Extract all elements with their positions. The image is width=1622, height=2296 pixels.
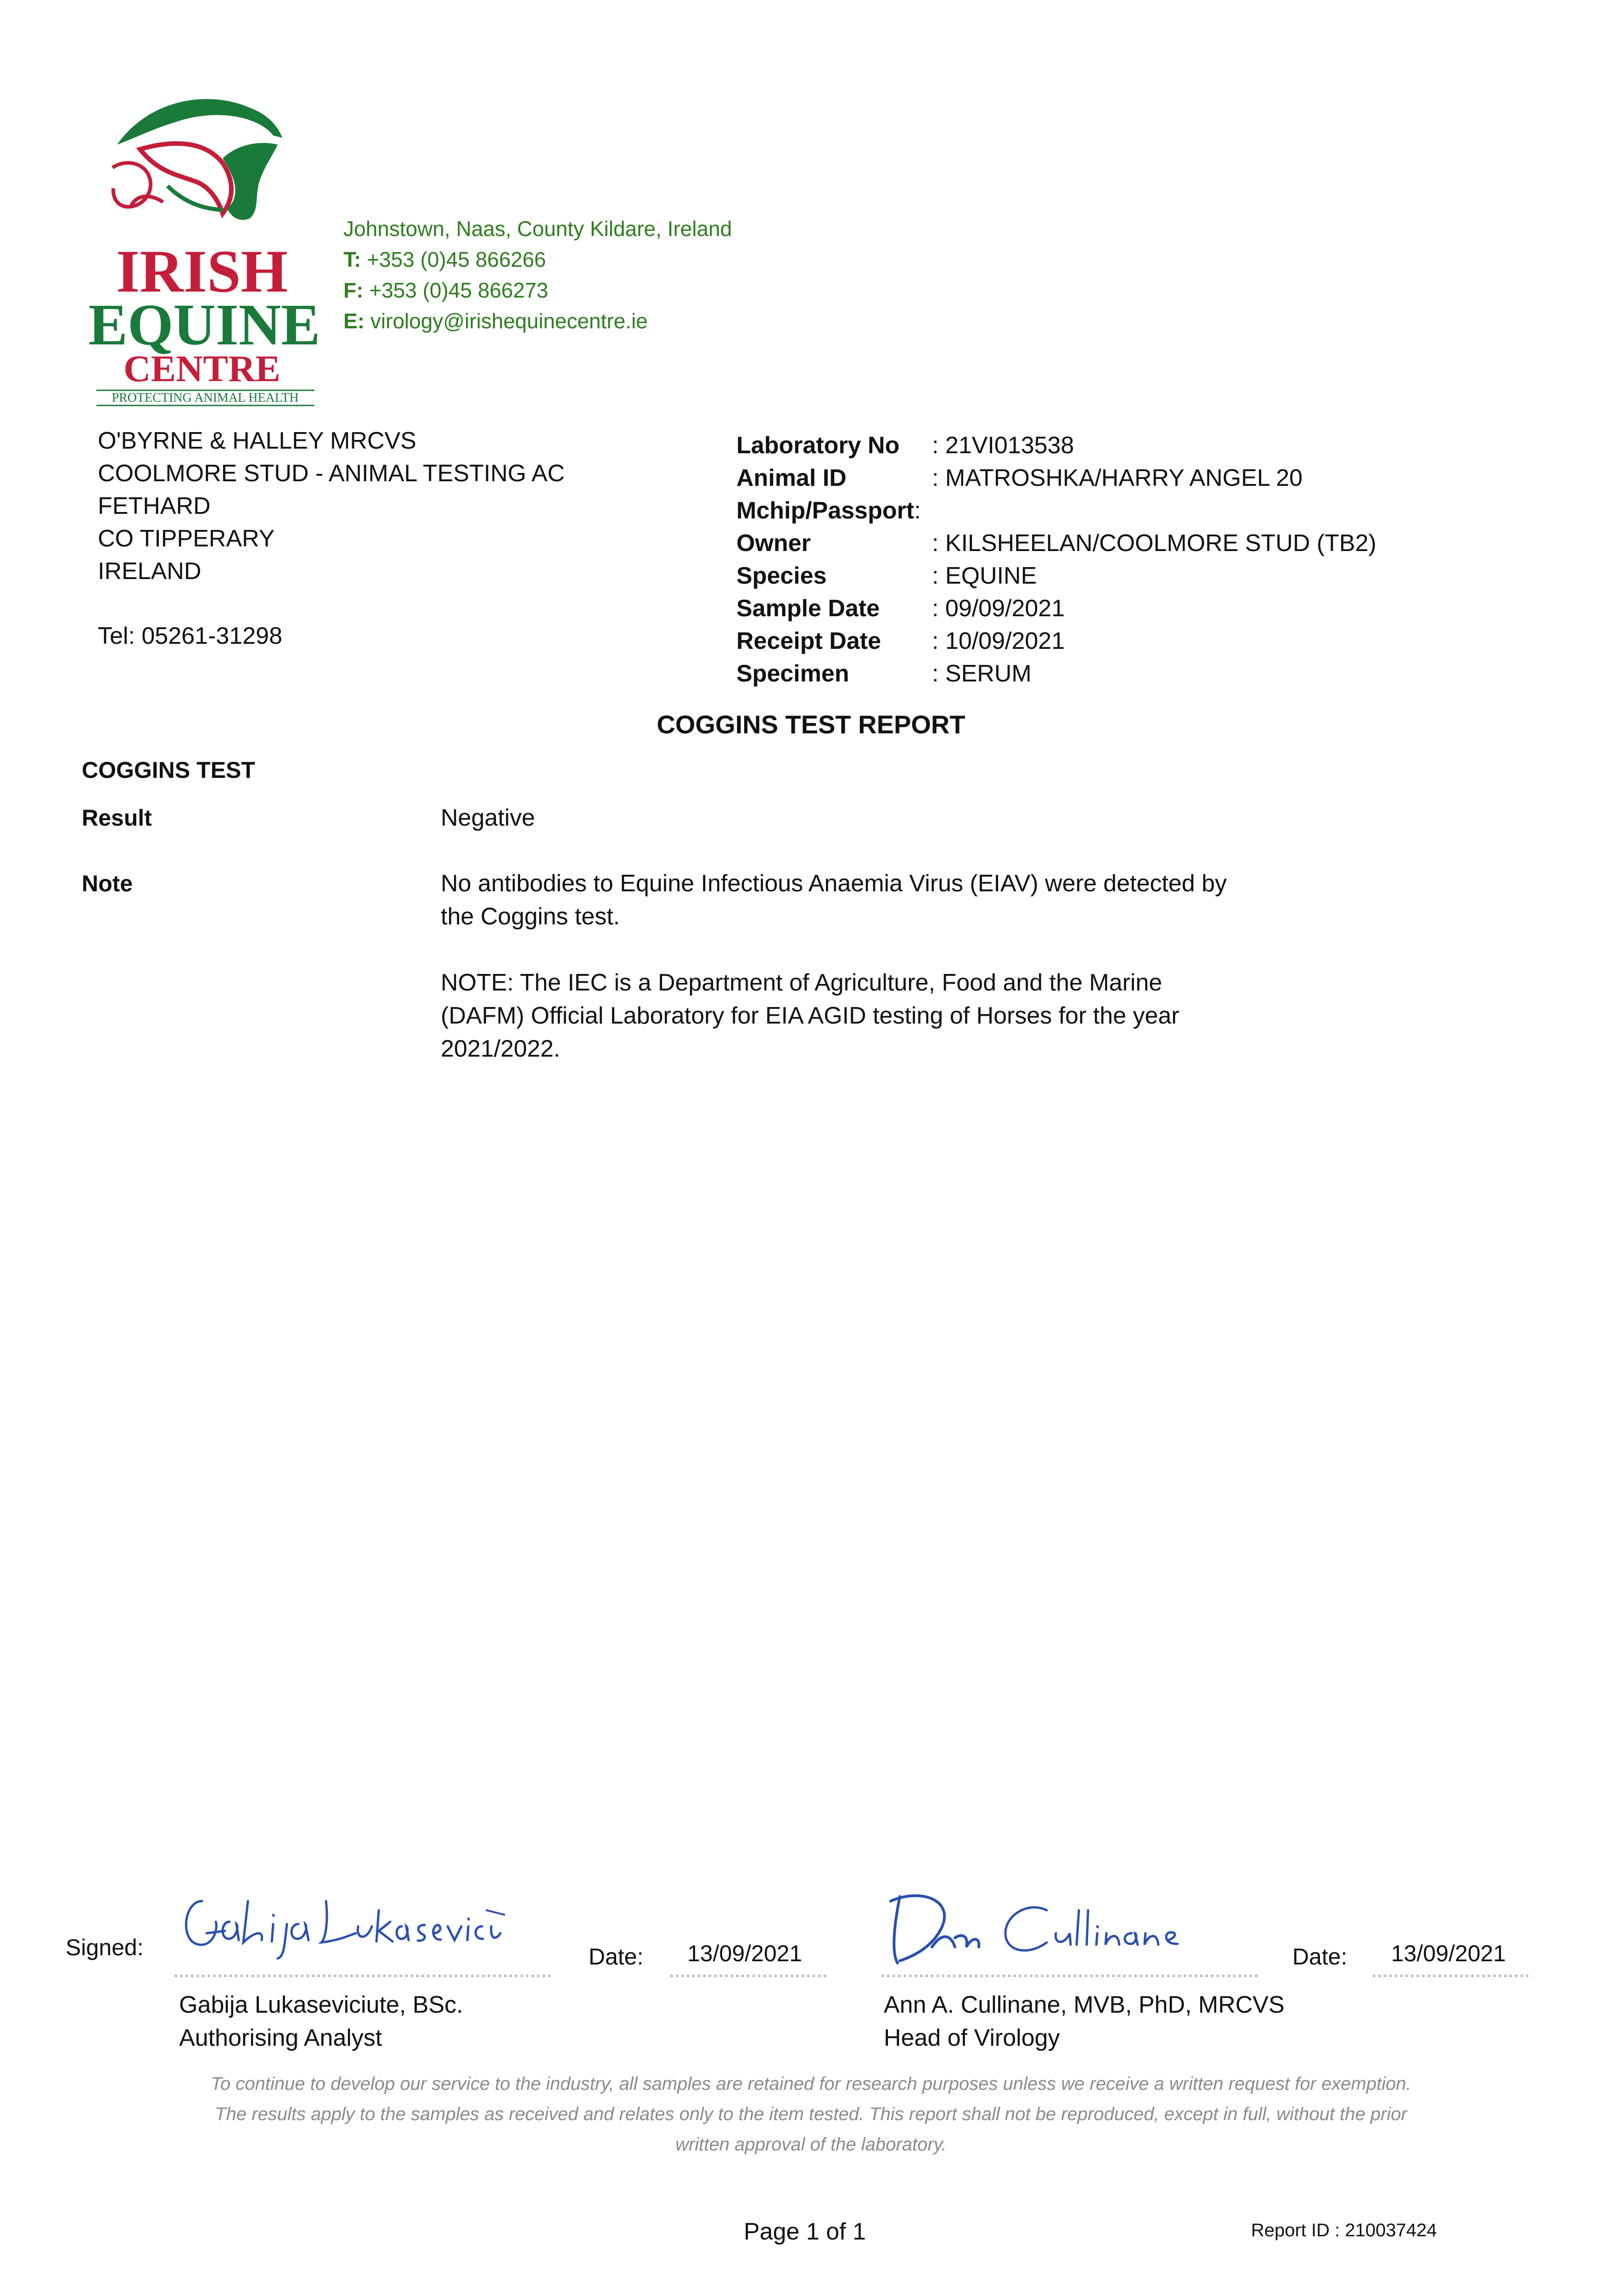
info-row-receipt-date [736, 625, 1376, 658]
disclaimer-line: written approval of the laboratory. [675, 2134, 947, 2155]
info-row-owner [736, 527, 1376, 560]
disclaimer-line: To continue to develop our service to the industry, all samples are retained for research purposes unless we receive a written request for exemption. [211, 2074, 1411, 2094]
info-value: : 10/09/2021 [932, 628, 1065, 654]
info-row-laboratory-no [736, 429, 1376, 462]
signature-line-left [174, 1975, 551, 1977]
recipient-line: CO TIPPERARY [98, 525, 275, 552]
info-value: : 21VI013538 [932, 432, 1074, 459]
info-value: : SERUM [932, 660, 1032, 687]
info-value: : KILSHEELAN/COOLMORE STUD (TB2) [932, 530, 1376, 557]
date-line-left [670, 1975, 826, 1977]
dafm-note-line: (DAFM) Official Laboratory for EIA AGID testing of Horses for the year [441, 1002, 1179, 1029]
date-value-right: 13/09/2021 [1391, 1941, 1506, 1966]
signature-ann-cullinane [881, 1883, 1212, 1970]
date-label-right: Date: [1292, 1944, 1347, 1970]
info-label: Laboratory No [736, 432, 900, 459]
signer-right-name: Ann A. Cullinane, MVB, PhD, MRCVS [884, 1992, 1285, 2018]
signed-label: Signed: [66, 1935, 144, 1960]
contact-block [343, 214, 732, 337]
signer-right-role: Head of Virology [884, 2025, 1060, 2051]
date-label-left: Date: [589, 1944, 644, 1970]
info-label: Receipt Date [736, 628, 881, 654]
signature-line-right [881, 1975, 1258, 1977]
page-number: Page 1 of 1 [744, 2218, 866, 2245]
recipient-address [98, 425, 565, 588]
info-row-animal-id [736, 462, 1376, 495]
phone-value: +353 (0)45 866266 [367, 248, 546, 271]
disclaimer-line: The results apply to the samples as received and relates only to the item tested. This report shall not be reproduced, except in full, without the prior [215, 2104, 1407, 2124]
info-label: Species [736, 563, 827, 589]
logo-line-irish: IRISH [116, 237, 288, 305]
email-label: E: [343, 309, 365, 333]
horse-mane-icon [117, 99, 282, 145]
signer-left-name: Gabija Lukaseviciute, BSc. [179, 1992, 463, 2018]
info-row-sample-date [736, 592, 1376, 625]
result-label: Result [82, 805, 152, 831]
result-value: Negative [441, 805, 535, 831]
info-label: Sample Date [736, 595, 880, 622]
note-line: No antibodies to Equine Infectious Anaemia Virus (EIAV) were detected by [441, 870, 1227, 897]
disclaimer [138, 2069, 1484, 2160]
dafm-note-line: 2021/2022. [441, 1035, 561, 1062]
recipient-line: O'BYRNE & HALLEY MRCVS [98, 428, 416, 454]
note-line: the Coggins test. [441, 903, 620, 930]
phone-label: T: [343, 248, 361, 271]
recipient-line: FETHARD [98, 493, 211, 519]
contact-fax [343, 275, 732, 306]
horse-outline-icon [112, 163, 163, 207]
info-value: : MATROSHKA/HARRY ANGEL 20 [932, 465, 1303, 491]
contact-address: Johnstown, Naas, County Kildare, Ireland [343, 217, 732, 241]
info-label: Owner [736, 530, 811, 557]
info-label: Mchip/Passport [736, 497, 915, 524]
date-value-left: 13/09/2021 [687, 1941, 803, 1966]
fax-value: +353 (0)45 866273 [369, 278, 549, 302]
recipient-line: IRELAND [98, 558, 202, 585]
note-text [441, 867, 1267, 933]
contact-email [343, 306, 732, 337]
info-row-mchip-passport [736, 495, 1376, 527]
info-row-specimen [736, 658, 1376, 690]
signer-right [884, 1988, 1285, 2054]
report-title: COGGINS TEST REPORT [657, 710, 965, 739]
recipient-tel: Tel: 05261-31298 [98, 623, 282, 649]
logo-tagline: PROTECTING ANIMAL HEALTH [112, 391, 299, 405]
info-label: Specimen [736, 660, 849, 687]
contact-phone [343, 244, 732, 275]
dafm-note-line: NOTE: The IEC is a Department of Agriculture, Food and the Marine [441, 969, 1162, 996]
info-value: : 09/09/2021 [932, 595, 1065, 622]
note-label: Note [82, 871, 133, 896]
info-value: : [914, 497, 921, 524]
report-id: Report ID : 210037424 [1251, 2220, 1437, 2240]
sample-info-table [736, 429, 1376, 690]
signer-left [179, 1988, 463, 2054]
logo-line-centre: CENTRE [123, 348, 281, 389]
recipient-line: COOLMORE STUD - ANIMAL TESTING AC [98, 460, 565, 487]
date-line-right [1373, 1975, 1529, 1977]
info-label: Animal ID [736, 465, 847, 491]
section-heading: COGGINS TEST [82, 757, 255, 783]
dafm-note [441, 966, 1267, 1065]
email-value: virology@irishequinecentre.ie [370, 309, 648, 333]
horse-neck-icon [140, 144, 231, 214]
signer-left-role: Authorising Analyst [179, 2025, 382, 2051]
signature-gabija-lukaseviciute [174, 1883, 505, 1961]
logo-line-equine: EQUINE [88, 292, 320, 357]
fax-label: F: [343, 278, 364, 302]
info-row-species [736, 560, 1376, 592]
irish-equine-centre-logo [85, 90, 324, 406]
info-value: : EQUINE [932, 563, 1037, 589]
